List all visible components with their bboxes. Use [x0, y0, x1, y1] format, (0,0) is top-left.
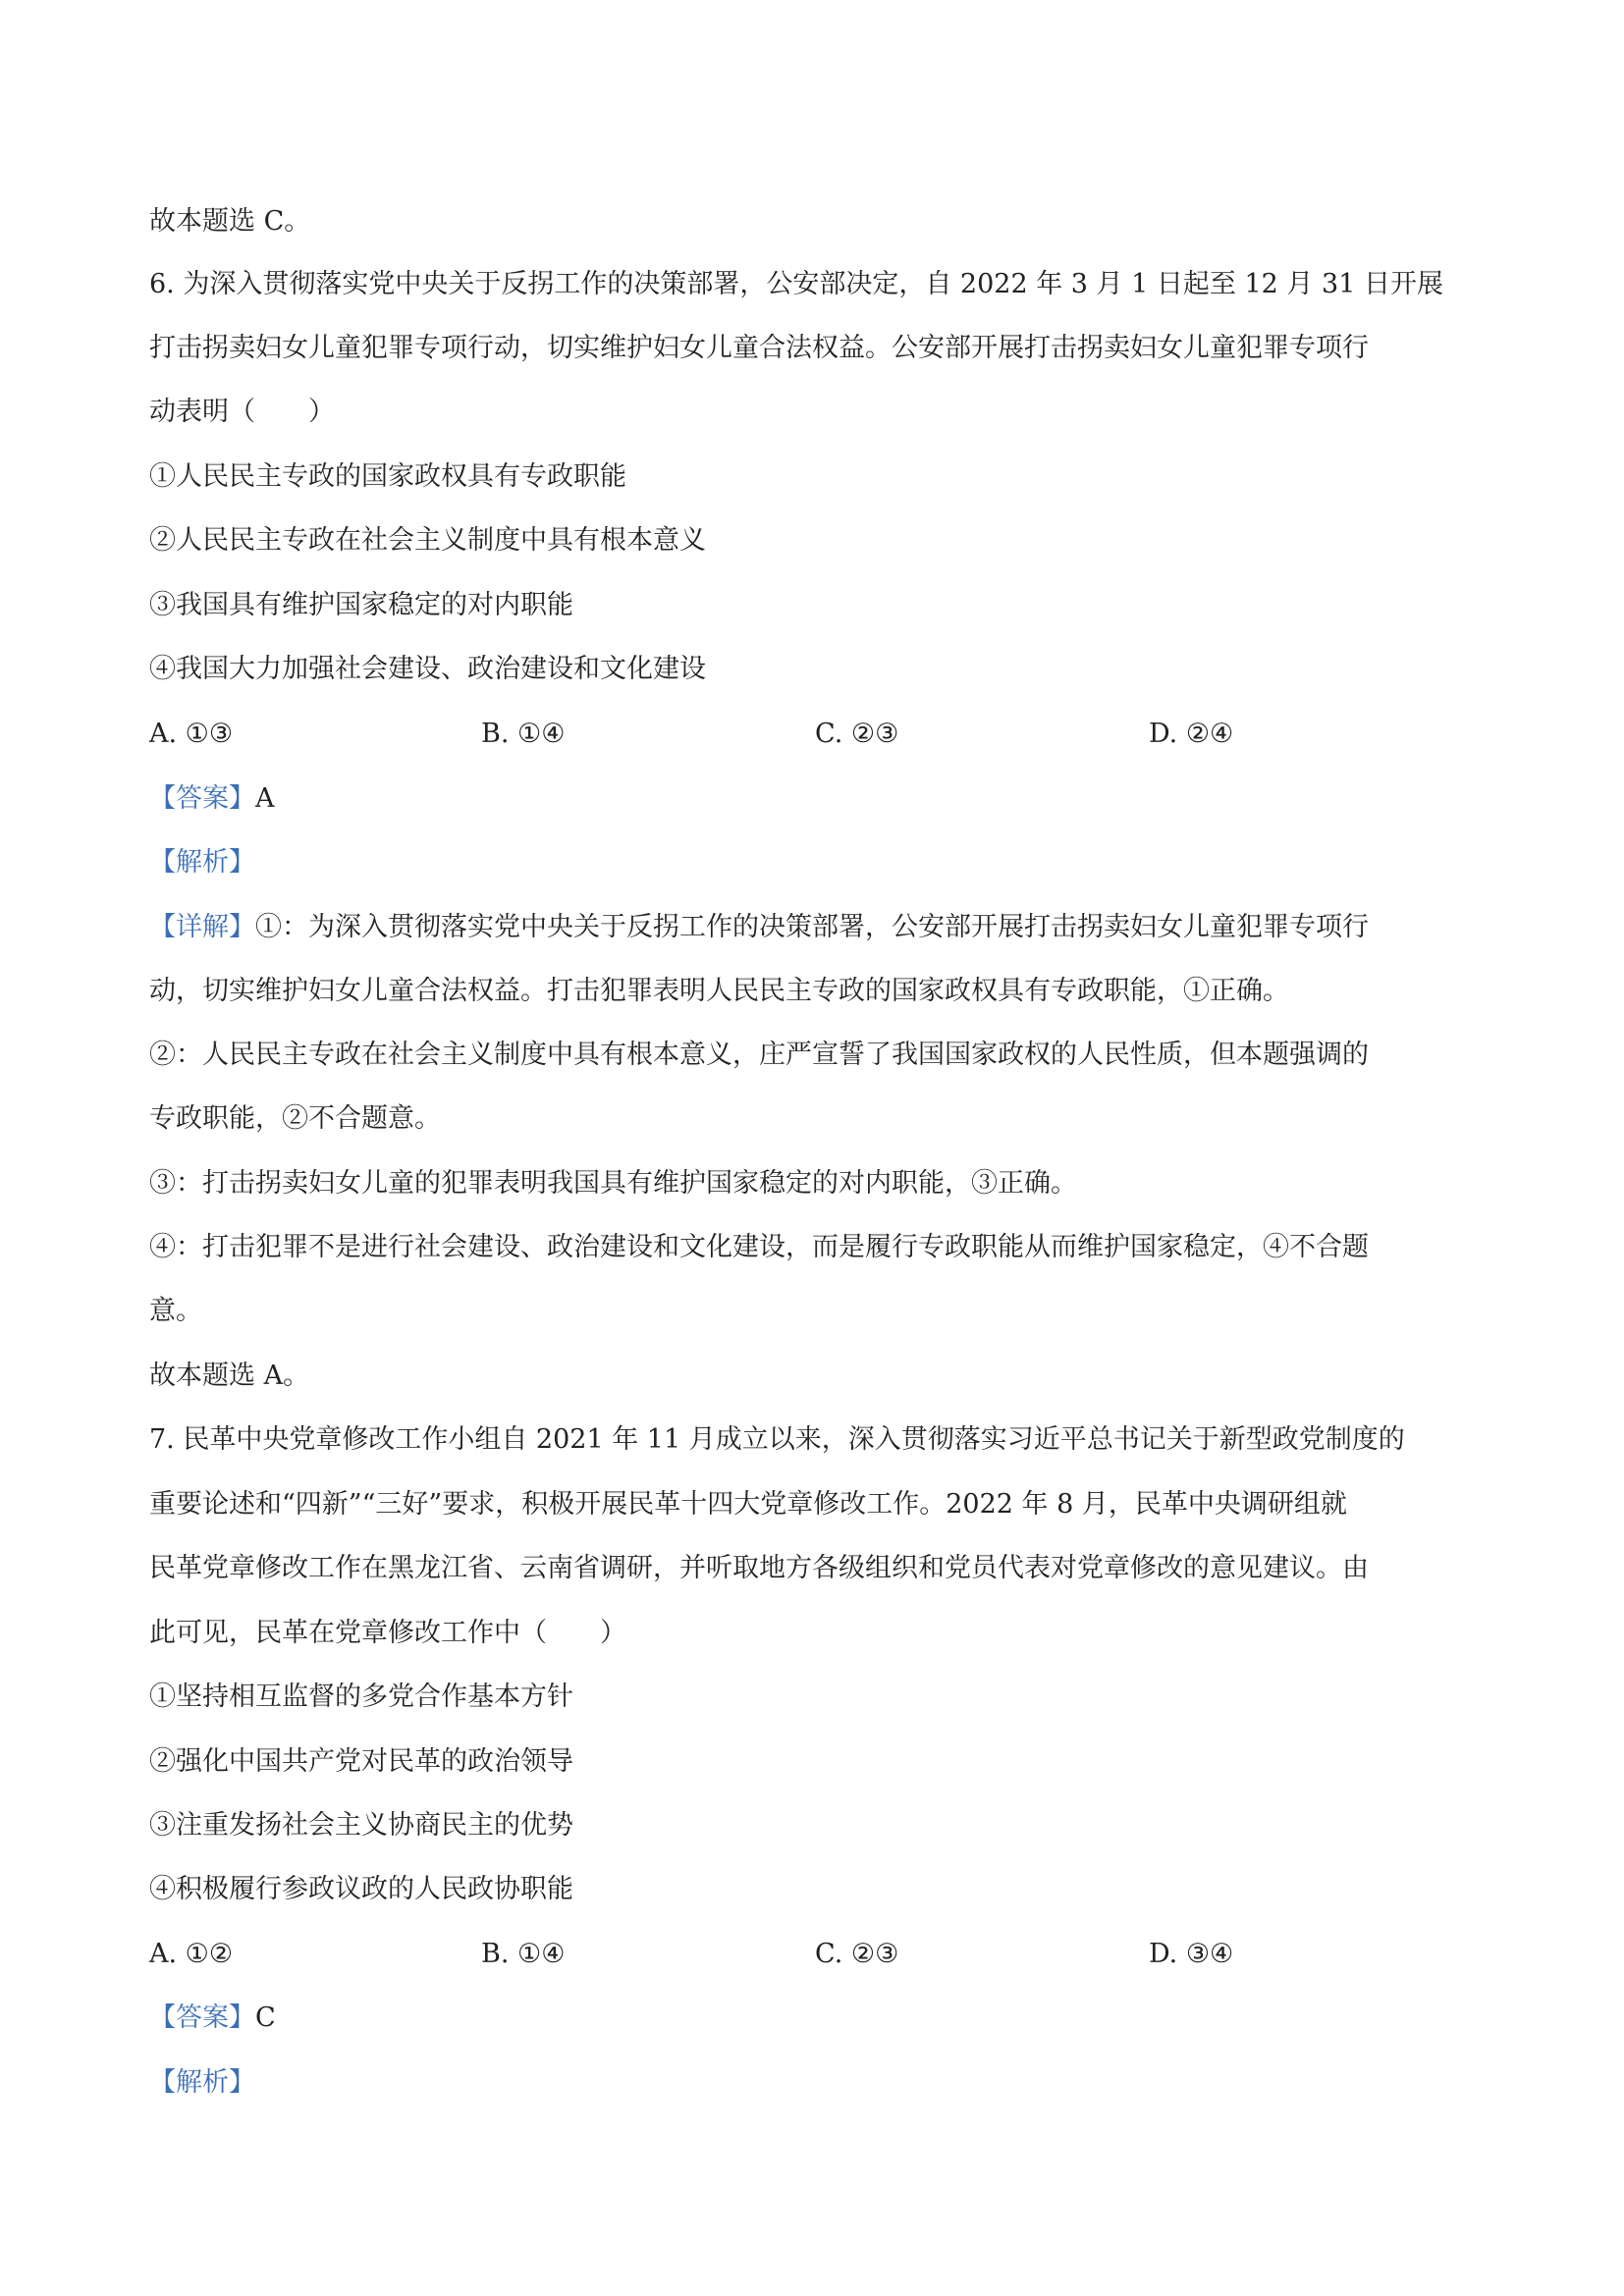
q6-stem-line-1: 6. 为深入贯彻落实党中央关于反拐工作的决策部署，公安部决定，自 2022 年 3 月 1 日起至 12 月 31 日开展 — [149, 269, 1443, 299]
q7-answer — [149, 1999, 276, 2038]
q7-statement-1: ①坚持相互监督的多党合作基本方针 — [149, 1682, 573, 1712]
q7-option-a: A. ①② — [149, 1939, 234, 1969]
q7-answer-tag: 【答案】 — [149, 2002, 255, 2033]
q7-stem-line-4: 此可见，民革在党章修改工作中（ ） — [149, 1618, 626, 1648]
q6-detail-text-1: ①：为深入贯彻落实党中央关于反拐工作的决策部署，公安部开展打击拐卖妇女儿童犯罪专项行 — [255, 912, 1369, 942]
q6-answer — [149, 779, 275, 819]
q7-option-c: C. ②③ — [815, 1939, 899, 1969]
q7-option-b: B. ①④ — [481, 1939, 566, 1969]
q6-analysis-tag: 【解析】 — [149, 847, 255, 878]
q6-answer-tag: 【答案】 — [149, 783, 255, 814]
q6-stem-line-3: 动表明（ ） — [149, 397, 335, 427]
q6-option-d: D. ②④ — [1149, 719, 1234, 749]
q7-stem-line-1: 7. 民革中央党章修改工作小组自 2021 年 11 月成立以来，深入贯彻落实习近平总书记关于新型政党制度的 — [149, 1424, 1405, 1455]
q6-detail-line-2: 动，切实维护妇女儿童合法权益。打击犯罪表明人民民主专政的国家政权具有专政职能，①正确。 — [149, 976, 1289, 1006]
q6-detail-line-1 — [149, 908, 1369, 947]
q7-stem-line-2: 重要论述和“四新”“三好”要求，积极开展民革十四大党章修改工作。2022 年 8 月，民革中央调研组就 — [149, 1489, 1347, 1520]
q6-detail-line-6: ④：打击犯罪不是进行社会建设、政治建设和文化建设，而是履行专政职能从而维护国家稳定，④不合题 — [149, 1232, 1369, 1262]
q6-answer-value: A — [255, 783, 275, 814]
q6-detail-line-4: 专政职能，②不合题意。 — [149, 1103, 441, 1134]
q7-statement-3: ③注重发扬社会主义协商民主的优势 — [149, 1810, 573, 1841]
q6-statement-1: ①人民民主专政的国家政权具有专政职能 — [149, 461, 626, 492]
q7-statement-4: ④积极履行参政议政的人民政协职能 — [149, 1874, 573, 1904]
q6-statement-3: ③我国具有维护国家稳定的对内职能 — [149, 590, 573, 620]
q5-conclusion: 故本题选 C。 — [149, 206, 311, 237]
q7-analysis-tag: 【解析】 — [149, 2067, 255, 2098]
q6-stem-line-2: 打击拐卖妇女儿童犯罪专项行动，切实维护妇女儿童合法权益。公安部开展打击拐卖妇女儿童犯罪专项行 — [149, 333, 1369, 363]
q7-option-d: D. ③④ — [1149, 1939, 1234, 1969]
q6-detail-tag: 【详解】 — [149, 912, 255, 942]
q7-stem-line-3: 民革党章修改工作在黑龙江省、云南省调研，并听取地方各级组织和党员代表对党章修改的意见建议。由 — [149, 1553, 1369, 1583]
q6-detail-line-5: ③：打击拐卖妇女儿童的犯罪表明我国具有维护国家稳定的对内职能，③正确。 — [149, 1168, 1077, 1199]
q6-option-a: A. ①③ — [149, 719, 234, 749]
q6-statement-4: ④我国大力加强社会建设、政治建设和文化建设 — [149, 654, 706, 684]
q6-conclusion: 故本题选 A。 — [149, 1361, 310, 1391]
q6-option-b: B. ①④ — [481, 719, 566, 749]
q7-answer-value: C — [255, 2002, 276, 2033]
q6-detail-line-7: 意。 — [149, 1296, 202, 1326]
q6-detail-line-3: ②：人民民主专政在社会主义制度中具有根本意义，庄严宣誓了我国国家政权的人民性质，但本题强调的 — [149, 1040, 1369, 1070]
q6-option-c: C. ②③ — [815, 719, 899, 749]
q7-statement-2: ②强化中国共产党对民革的政治领导 — [149, 1746, 573, 1777]
q6-statement-2: ②人民民主专政在社会主义制度中具有根本意义 — [149, 525, 706, 556]
